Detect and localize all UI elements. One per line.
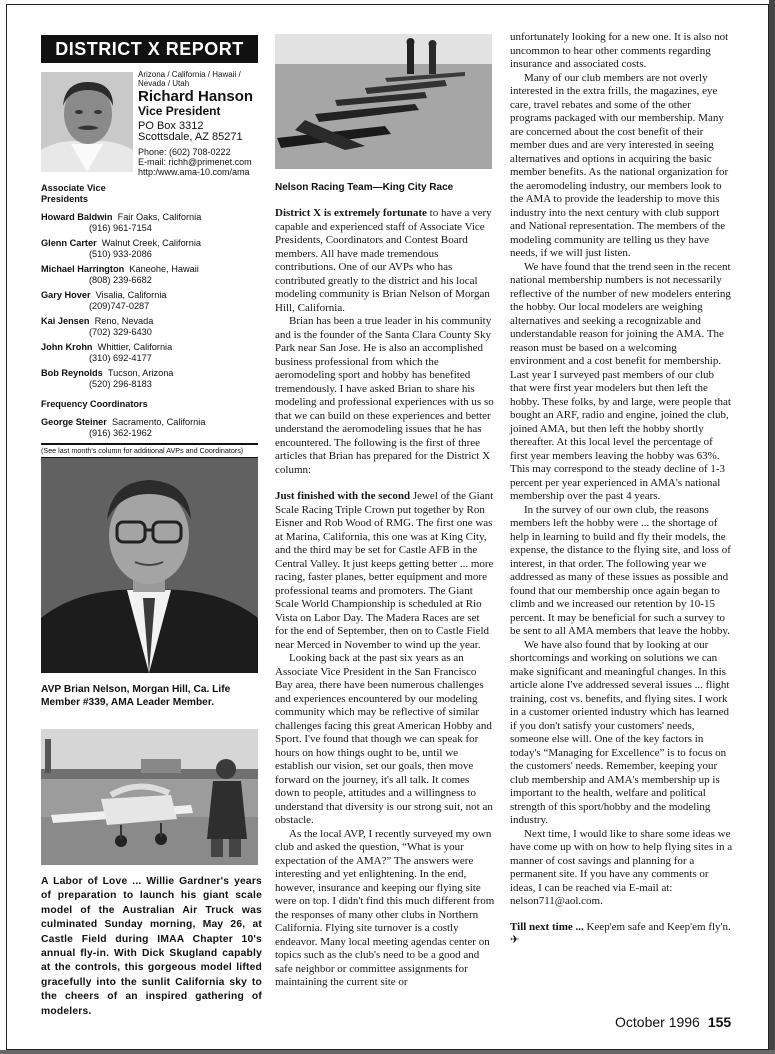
list-item: Kai Jensen Reno, Nevada (702) 329-6430 <box>41 316 154 337</box>
page-number: 155 <box>707 1014 732 1030</box>
associates-list <box>41 212 258 390</box>
vp-email-link[interactable]: E-mail: richh@primenet.com <box>138 157 252 167</box>
air-truck-photo-caption: A Labor of Love ... Willie Gardner's years of preparation to launch his giant scale model of the Australian Air Truck was culminated Sunday morning, May 26, at Castle Field during IMAA Chapter 10's annual fly-in. With Dick Skugland capably at the controls, this gorgeous model lifted gracefully into the sunlit California sky to the cheers of an inspired gathering of modelers. <box>41 876 262 1017</box>
list-item: Gary Hover Visalia, California (209)747-0287 <box>41 290 167 311</box>
issue-date: October 1996 <box>615 1014 700 1030</box>
list-item: Howard Baldwin Fair Oaks, California (916) 961-7154 <box>41 212 202 233</box>
article-column-middle <box>275 207 495 990</box>
racing-photo-caption: Nelson Racing Team—King City Race <box>275 182 454 193</box>
page-edge <box>769 0 775 1054</box>
brian-nelson-photo <box>41 458 258 673</box>
vp-contact-block <box>138 70 263 177</box>
article-signoff: Till next time ... Keep'em safe and Keep'em fly'n. ✈ <box>510 920 731 946</box>
article-paragraph: Looking back at the past six years as an Associate Vice President in the San Francisco Bay area, there have been numerous challenges and experiences encountered by our modeling community which may be reflective of similar challenges facing this great American Hobby and Sport. I've found that though we can speak for hours on how things ought to be, until we establish our vision, set our goals, then move forward on the journey, it's all talk. It comes down to people, attitudes and a willingness to understand that diversity is our strong suit, not an obstacle. <box>275 652 493 826</box>
article-paragraph: unfortunately looking for a new one. It is also not uncommon to hear other comments regarding insurance and associated costs. <box>510 31 729 70</box>
column-banner: DISTRICT X REPORT <box>41 35 258 63</box>
racing-team-photo <box>275 34 492 169</box>
page-edge-bottom <box>0 1050 775 1054</box>
vp-title: Vice President <box>138 104 221 118</box>
coordinators-heading: Frequency Coordinators <box>41 399 148 409</box>
vp-address-line2: Scottsdale, AZ 85271 <box>138 131 243 143</box>
vp-portrait-photo <box>41 72 133 172</box>
officer-directory <box>41 183 258 459</box>
list-item: George Steiner Sacramento, California (916) 362-1962 <box>41 417 206 438</box>
article-paragraph: We have also found that by looking at our shortcomings and working on solutions we can make significant and meaningful changes. In this article alone I've addressed several issues ... flight training, cost vs. benefits, and flying sites. I work in a customer oriented industry which has learned if you don't satisfy your customers' needs, someone else will. One of the key factors in today's “Managing for Excellence” is to focus on the customers' needs. Remember, keeping your club membership and AMA's membership up is important to the health, welfare and political strength of this sport/hobby and the modeling industry. <box>510 638 730 826</box>
page-footer <box>615 1014 731 1030</box>
directory-note: (See last month's column for additional AVPs and Coordinators) <box>41 446 244 455</box>
list-item: Bob Reynolds Tucson, Arizona (520) 296-8183 <box>41 368 174 389</box>
air-truck-photo <box>41 729 258 865</box>
vp-phone: Phone: (602) 708-0222 <box>138 147 231 157</box>
vp-address-line1: PO Box 3312 <box>138 120 204 132</box>
list-item: John Krohn Whittier, California (310) 692-4177 <box>41 342 173 363</box>
article-paragraph: In the survey of our own club, the reasons members left the hobby were ... the shortage of help in learning to build and fly their models, the expense, the distance to the flying site, and loss of interest, in that order. The following year we addressed as many of these issues as possible and found that our membership once again began to climb and we increased our retention by 10-15 percent. It may be beneficial for such a survey to be sent to all AMA members that leave the hobby. <box>510 503 731 637</box>
vp-website-link[interactable]: http:/www.ama-10.com/ama <box>138 167 250 177</box>
article-paragraph: Just finished with the second Jewel of the Giant Scale Racing Triple Crown put together by Ron Eisner and Rob Wood of RMG. The first one was at Marina, California, this one was at King City, and the third may be set for Castle AFB in the Central Valley. It just keeps getting better ... more racing, faster planes, better equipment and more professional teams and promoters. The Giant Scale World Championship is scheduled at Rio Vista on Labor Day. The Madera Races are set for the end of September, then on to Castle Field near Merced in November to wind up the year. <box>275 490 494 651</box>
vp-name: Richard Hanson <box>138 88 254 105</box>
article-paragraph: Next time, I would like to share some ideas we have come up with on how to help flying sites in a manner of cost savings and planning for a permanent site. If you have any comments or ideas, I can be reached via E-mail at: nelson711@aol.com. <box>510 827 733 907</box>
article-paragraph: District X is extremely fortunate to have a very capable and experienced staff of Associate Vice Presidents, Coordinators and Contest Board members. All have made tremendous contributions. One of our AVPs who has contributed greatly to the district and his local modeling community is Brian Nelson of Morgan Hill, California. <box>275 207 492 314</box>
article-paragraph: As the local AVP, I recently surveyed my own club and asked the question, “What is your expectation of the AMA?” The answers were interesting and yet enlightening. In the end, however, insurance and keeping our flying site were on top. I didn't find this much different from the responses of many other clubs in Northern California. Flying site turnover is a costly endeavor. Many local meeting agendas center on topics such as the club's need to be a good and safe neighbor or committee assignments for maintaining the current site or <box>275 827 495 988</box>
list-item: Glenn Carter Walnut Creek, California (510) 933-2086 <box>41 238 201 259</box>
article-paragraph: Many of our club members are not overly interested in the extra frills, the magazines, eye care, travel rebates and some of the other programs packaged with our membership. Many are concerned about the cost benefit of their member dues and are very interested in seeing alternatives and options in acquiring the basic member benefits. As the national organization for the aeromodeling industry, our members look to the AMA to provide the leadership to move this industry into the next century with club support and National representation. The members of the modeling community are telling us they have needs, if we will just listen. <box>510 71 729 259</box>
article-column-right <box>510 31 733 948</box>
nelson-photo-caption: AVP Brian Nelson, Morgan Hill, Ca. Life Member #339, AMA Leader Member. <box>41 684 231 708</box>
list-item: Michael Harrington Kaneohe, Hawaii (808) 239-6682 <box>41 264 199 285</box>
associates-heading: Associate Vice Presidents <box>41 183 106 204</box>
article-paragraph: We have found that the trend seen in the recent national membership numbers is not necessarily reflective of the number of new modelers entering the hobby. Our local modelers are weighing alternatives and seeking a recognizable and understandable reason for joining the AMA. The reason must be based on a welcoming environment and a cost benefit for membership. Last year I surveyed past members of our club that were first year modelers but then left the hobby. These folks, by and large, were people that bought an ARF, radio and engine, joined the club, joined AMA, but then left the hobby shortly thereafter. At this local level the percentage of first year members leaving the hobby was 63%. This may correspond to the steady decline of 1-3 percent per year experienced in AMA's national membership over the past 4 years. <box>510 260 731 502</box>
article-paragraph: Brian has been a true leader in his community and is the founder of the Santa Clara County Sky Park near San Jose. He is also an accomplished business professional from which the aeromodeling sport and hobby has benefited tremendously. I have asked Brian to share his modeling and professional experiences with us so that we can build on these experiences and better understand the aeromodeling issues that he has encountered. The following is the first of three articles that Brian has prepared for the District X column: <box>275 315 494 476</box>
vp-states: Arizona / California / Hawaii / Nevada / Utah <box>138 70 241 88</box>
